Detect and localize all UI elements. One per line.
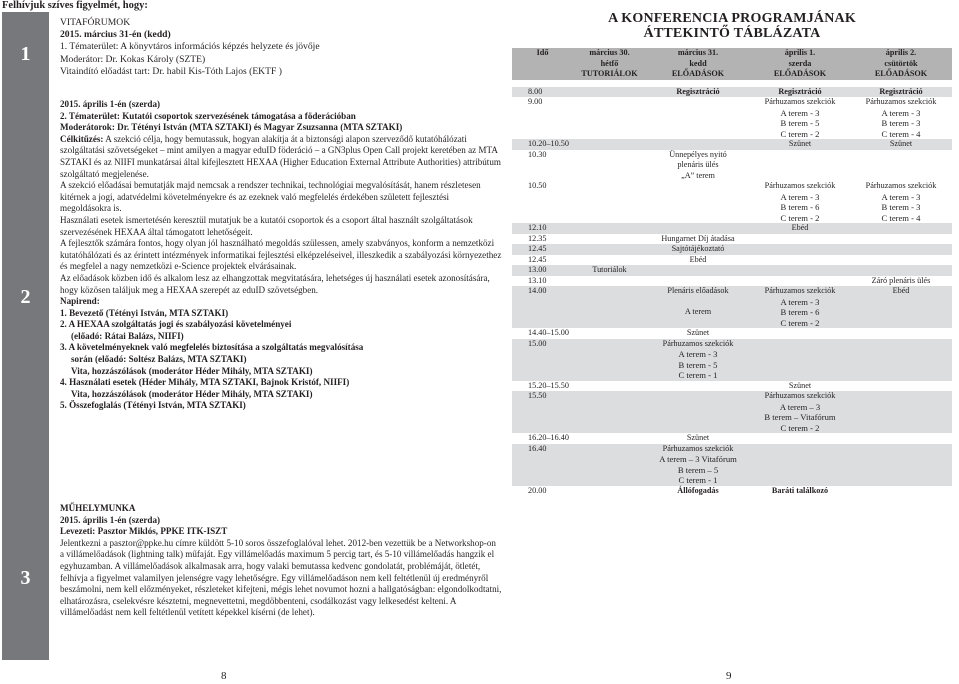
program-cell	[750, 244, 850, 255]
program-cell	[573, 286, 646, 328]
program-cell	[750, 181, 850, 223]
table-row	[512, 97, 952, 139]
program-cell	[750, 234, 850, 245]
program-cell-line: Szünet	[686, 433, 710, 442]
program-cell-line: A terem - 3	[780, 191, 820, 202]
section-2-paragraph: A fejlesztők számára fontos, hogy olyan jól használható megoldás szülessen, amely szabványos, konform a nemzetközi kutatóhálózati és az érintett intézmények informatikai fejlesztési elképzeléseivel, illeszkedik a szabályozási környezethez és megfelel a nagy nemzetközi e-Science projektek elvárásainak.	[60, 238, 502, 272]
program-cell	[750, 486, 850, 497]
agenda-label: Napirend:	[60, 296, 100, 307]
agenda-item: Vita, hozzászólások (moderátor Héder Mihály, MTA SZTAKI)	[71, 388, 313, 399]
program-cell-line: Regisztráció	[879, 86, 923, 96]
program-cell-line: B terem - 5	[678, 359, 718, 370]
program-title-line2: ÁTTEKINTŐ TÁBLÁZATA	[643, 25, 821, 41]
program-cell-line: plenáris ülés	[677, 160, 719, 169]
program-cell	[573, 276, 646, 287]
program-cell-line: A terem - 3	[881, 191, 921, 202]
program-cell	[573, 87, 646, 98]
program-cell	[750, 433, 850, 444]
table-row	[512, 181, 952, 223]
program-cell	[750, 223, 850, 234]
agenda-item: 2. A HEXAA szolgáltatás jogi és szabályozási követelményei	[60, 319, 292, 330]
time-cell: 8.00	[512, 87, 573, 98]
program-cell-line: Ebéd	[791, 223, 809, 232]
table-row	[512, 486, 952, 497]
program-cell-line: A terem – 3	[779, 401, 821, 412]
program-cell-line: C terem - 1	[678, 475, 718, 485]
program-cell-line: B terem - 6	[780, 307, 820, 317]
agenda-item: 4. Használati esetek (Héder Mihály, MTA SZTAKI, Bajnok Kristóf, NIIFI)	[60, 377, 350, 388]
program-cell	[850, 150, 952, 182]
section-number-2: 2	[2, 97, 49, 497]
program-cell	[646, 97, 750, 139]
program-cell	[646, 486, 750, 497]
section-1-line: 2015. március 31-én (kedd)	[60, 29, 171, 41]
program-cell	[850, 244, 952, 255]
program-cell-line: Párhuzamos szekciók	[764, 181, 836, 190]
program-cell	[750, 150, 850, 182]
section-2-date: 2015. április 1-én (szerda)	[60, 99, 161, 109]
spacer	[512, 80, 952, 87]
program-cell	[750, 381, 850, 392]
program-cell	[573, 381, 646, 392]
table-row	[512, 223, 952, 234]
program-cell	[646, 234, 750, 245]
goal-label: Célkitűzés:	[60, 133, 104, 144]
table-header-row	[512, 48, 952, 80]
program-cell	[850, 97, 952, 139]
program-cell	[573, 255, 646, 266]
column-header-line: kedd	[689, 58, 707, 68]
agenda-item: során (előadó: Soltész Balázs, MTA SZTAKI)	[71, 354, 247, 365]
program-cell	[850, 223, 952, 234]
table-row	[512, 328, 952, 339]
program-cell-line: Állófogadás	[677, 485, 719, 495]
program-cell	[646, 181, 750, 223]
program-cell-line: C terem - 2	[780, 317, 820, 328]
section-2	[60, 99, 502, 412]
program-cell	[750, 265, 850, 276]
column-header-line: március 31.	[677, 48, 719, 57]
program-cell	[646, 150, 750, 182]
section-1-line: Vitaindító előadást tart: Dr. habil Kis-Tóth Lajos (EKTF )	[60, 65, 282, 77]
column-header-line: ELŐADÁSOK	[773, 69, 827, 78]
program-cell	[646, 87, 750, 98]
column-header-line: ELŐADÁSOK	[671, 69, 725, 78]
time-cell: 12.45	[512, 244, 573, 255]
program-cell	[573, 223, 646, 234]
time-cell: 16.40	[512, 444, 573, 486]
program-table-wrap	[512, 48, 952, 496]
program-cell	[573, 339, 646, 381]
program-cell-line: „A” terem	[681, 170, 715, 180]
table-row	[512, 150, 952, 182]
program-cell	[646, 328, 750, 339]
time-cell: 14.40–15.00	[512, 328, 573, 339]
table-row	[512, 139, 952, 150]
column-header-line: március 30.	[589, 48, 630, 57]
column-header-line: TUTORIÁLOK	[581, 69, 638, 78]
program-cell-line: Záró plenáris ülés	[871, 275, 931, 285]
table-row	[512, 286, 952, 328]
program-cell-line: Párhuzamos szekciók	[764, 286, 836, 295]
program-cell-line: A terem - 3	[780, 296, 820, 307]
program-cell	[646, 255, 750, 266]
agenda-item: Vita, hozzászólások (moderátor Héder Mihály, MTA SZTAKI)	[71, 365, 313, 376]
program-cell-line	[648, 297, 748, 308]
program-cell	[646, 223, 750, 234]
program-cell	[750, 328, 850, 339]
program-cell-line: B terem - 6	[780, 202, 820, 212]
program-cell	[573, 97, 646, 139]
program-cell	[750, 87, 850, 98]
program-cell-line: C terem - 1	[678, 370, 718, 380]
column-header	[646, 48, 750, 80]
program-cell	[850, 87, 952, 98]
program-cell	[573, 444, 646, 486]
section-1-line: VITAFÓRUMOK	[60, 17, 131, 28]
program-cell-line: C terem - 2	[780, 128, 820, 139]
program-cell	[646, 444, 750, 486]
column-header-line: csütörtök	[884, 58, 918, 68]
program-cell-line: B terem - 5	[780, 118, 820, 128]
program-cell-line: Sajtótájékoztató	[671, 244, 725, 253]
program-cell	[750, 97, 850, 139]
column-header-line: április 2.	[885, 48, 917, 57]
program-cell	[850, 339, 952, 381]
program-cell-line: Ünnepélyes nyitó	[669, 149, 727, 159]
program-cell	[850, 486, 952, 497]
program-cell	[646, 265, 750, 276]
program-cell	[850, 139, 952, 150]
section-number-1: 1	[2, 12, 49, 97]
program-cell-line: Szünet	[788, 380, 812, 390]
section-1	[60, 17, 502, 78]
program-cell-line: C terem - 4	[881, 128, 921, 139]
section-3-leader: Levezeti: Pasztor Miklós, PPKE ITK-ISZT	[60, 526, 228, 537]
program-cell-line: C terem - 2	[780, 212, 820, 223]
program-cell-line: Párhuzamos szekciók	[865, 181, 937, 190]
program-cell	[850, 234, 952, 245]
spacer-row	[512, 80, 952, 87]
program-cell	[646, 391, 750, 433]
program-cell-line: B terem – Vitafórum	[764, 412, 836, 422]
goal-text: A szekció célja, hogy bemutassuk, hogyan alakítja át a biztonsági alapon szerveződő kutatóhálózati szolgáltatási szövetségeket – mint amilyen a magyar eduID föderáció – a GN3plus Open Call projekt keretében az MTA SZTAKI és az NIIFI munkatársai által kifejlesztett HEXAA (Higher Education External Attribute Authorities) attribútum szolgáltató megjelenése.	[60, 133, 501, 179]
time-cell: 16.20–16.40	[512, 433, 573, 444]
program-table	[512, 48, 952, 496]
table-row	[512, 381, 952, 392]
program-cell-line: Szünet	[686, 328, 710, 337]
time-cell: 15.20–15.50	[512, 381, 573, 392]
program-cell-line: A terem	[684, 307, 712, 316]
program-cell-line: Párhuzamos szekciók	[662, 338, 734, 348]
column-header-line: április 1.	[784, 48, 816, 57]
program-cell	[850, 381, 952, 392]
section-2-moderators: Moderátorok: Dr. Tétényi István (MTA SZTAKI) és Magyar Zsuzsanna (MTA SZTAKI)	[60, 122, 403, 133]
program-cell	[646, 286, 750, 328]
program-cell-line: Tutoriálok	[592, 265, 627, 274]
program-cell	[573, 391, 646, 433]
agenda-item: (előadó: Rátai Balázs, NIIFI)	[71, 330, 184, 341]
time-cell: 12.35	[512, 234, 573, 245]
program-cell	[573, 181, 646, 223]
program-cell-line: A terem - 3	[881, 107, 921, 118]
program-cell	[850, 181, 952, 223]
section-2-paragraph: Használati esetek ismertetésén keresztül mutatjuk be a kutatói csoportok és a csoport által használt szolgáltatások szervezésének HEXAA által támogatott lehetőségeit.	[60, 214, 473, 237]
program-cell-line: Szünet	[788, 139, 812, 148]
program-cell-line: Regisztráció	[676, 86, 720, 96]
program-cell	[573, 265, 646, 276]
program-cell	[850, 328, 952, 339]
program-cell	[573, 433, 646, 444]
agenda-item: 3. A követelményeknek való megfelelés biztosítása a szolgáltatás megvalósítása	[60, 342, 364, 353]
table-row	[512, 276, 952, 287]
program-cell-line: B terem – 5	[677, 464, 719, 475]
column-header-line: szerda	[788, 58, 812, 68]
program-cell	[750, 276, 850, 287]
column-header-line: hétfő	[600, 58, 619, 68]
program-cell	[750, 286, 850, 328]
section-2-paragraph: Az előadások közben idő és alkalom lesz az elhangzottak megvitatására, lehetséges új használati esetek azonosítására, hogy közösen találjuk meg a HEXAA szerepét az eduID szövetségben.	[60, 272, 490, 295]
time-cell: 10.30	[512, 150, 573, 182]
time-cell: 9.00	[512, 97, 573, 139]
time-cell: 12.45	[512, 255, 573, 266]
table-row	[512, 255, 952, 266]
program-cell	[646, 244, 750, 255]
program-title-line1: A KONFERENCIA PROGRAMJÁNAK	[608, 11, 856, 26]
table-row	[512, 444, 952, 486]
program-cell	[646, 381, 750, 392]
program-cell-line: Párhuzamos szekciók	[764, 97, 836, 106]
program-cell-line: Regisztráció	[778, 86, 822, 96]
program-cell	[750, 139, 850, 150]
table-row	[512, 339, 952, 381]
program-cell	[850, 286, 952, 328]
time-cell: 15.50	[512, 391, 573, 433]
program-cell	[573, 150, 646, 182]
program-cell	[850, 276, 952, 287]
program-cell	[646, 139, 750, 150]
section-3	[60, 503, 502, 619]
section-3-title: MŰHELYMUNKA	[60, 503, 136, 513]
program-cell	[750, 339, 850, 381]
program-cell-line: Párhuzamos szekciók	[865, 97, 937, 106]
table-row	[512, 87, 952, 98]
program-cell-line: Párhuzamos szekciók	[764, 391, 836, 400]
time-cell: 14.00	[512, 286, 573, 328]
agenda-item: 5. Összefoglalás (Tétényi István, MTA SZTAKI)	[60, 400, 246, 411]
time-cell: 15.00	[512, 339, 573, 381]
program-cell-line: C terem - 2	[780, 422, 820, 433]
program-cell	[850, 391, 952, 433]
program-cell	[850, 265, 952, 276]
time-cell: 13.00	[512, 265, 573, 276]
time-cell: 12.10	[512, 223, 573, 234]
program-cell	[646, 433, 750, 444]
program-cell-line: Ebéd	[689, 254, 707, 264]
agenda-item: 1. Bevezető (Tétényi István, MTA SZTAKI)	[60, 307, 229, 318]
time-cell: 10.50	[512, 181, 573, 223]
page-number-right: 9	[726, 670, 732, 682]
program-cell	[850, 255, 952, 266]
section-1-line: 1. Tématerület: A könyvtáros információs képzés helyzete és jövője	[60, 41, 320, 53]
program-cell	[573, 139, 646, 150]
program-cell	[750, 255, 850, 266]
column-header	[573, 48, 646, 80]
program-cell-line: B terem - 3	[881, 118, 921, 128]
table-row	[512, 234, 952, 245]
program-cell-line: Ebéd	[892, 286, 910, 295]
program-cell-line: C terem - 4	[881, 212, 921, 223]
program-cell	[573, 486, 646, 497]
table-row	[512, 391, 952, 433]
table-row	[512, 265, 952, 276]
program-cell	[646, 276, 750, 287]
section-2-goal	[60, 134, 502, 180]
program-cell-line: Szünet	[889, 139, 913, 148]
program-cell	[573, 328, 646, 339]
time-cell: 10.20–10.50	[512, 139, 573, 150]
program-cell-line: Baráti találkozó	[771, 485, 829, 495]
program-cell-line: A terem - 3	[678, 349, 718, 359]
column-header-line: ELŐADÁSOK	[874, 69, 928, 78]
program-cell	[850, 433, 952, 444]
program-title	[512, 12, 952, 41]
column-header-line: Idő	[536, 48, 549, 57]
program-cell-line: Hungarnet Díj átadása	[661, 233, 735, 243]
section-3-text: Jelentkezni a pasztor@ppke.hu címre küldött 5-10 soros összefoglalóval lehet. 2012-ben vezettük be a Networkshop-on a villámelőadások (lightning talk) műfaját. Egy villámelőadás maximum 5 percig tart, és 5-10 villámelőadás hangzik el egyhuzamban. A villámelőadások alkalmasak arra, hogy valaki bemutassa kedvenc gondolatát, problémáját, ötletét, felhívja a figyelmet valamilyen jelenségre vagy lehetőségre. Egy villámelőadáson nem kell feltétlenül új eredményről beszámolni, nem kell előzményeket, részleteket kifejteni, mégis lehet novumot hozni a hallgatóságban: elgondolkodtatni, elhatározásra, cselekvésre késztetni, megnevettetni, megdöbbenteni, csodálkozást vagy lelkesedést kelteni. A villámelőadást nem kell feltétlenül vetített képekkel kísérni (de lehet).	[60, 537, 502, 618]
time-cell: 20.00	[512, 486, 573, 497]
time-cell: 13.10	[512, 276, 573, 287]
section-2-paragraph: A szekció előadásai bemutatják majd nemcsak a rendszer technikai, technológiai megvalósítását, hanem részletesen kitérnek a jogi, adatvédelmi követelményekre és az ezeknek való megfelelés érdekében született fejlesztési megoldásokra is.	[60, 180, 481, 214]
column-header	[850, 48, 952, 80]
table-row	[512, 433, 952, 444]
section-1-line: Moderátor: Dr. Kokas Károly (SZTE)	[60, 53, 206, 65]
program-cell	[850, 444, 952, 486]
program-cell-line: A terem - 3	[780, 107, 820, 118]
program-cell-line: Párhuzamos szekciók	[662, 443, 734, 453]
program-cell	[646, 339, 750, 381]
program-cell-line: B terem - 3	[881, 202, 921, 212]
table-row	[512, 244, 952, 255]
section-number-3: 3	[2, 497, 49, 660]
program-cell	[573, 234, 646, 245]
program-cell	[750, 444, 850, 486]
program-cell-line: A terem – 3 Vitafórum	[659, 454, 737, 464]
section-3-date: 2015. április 1-én (szerda)	[60, 514, 161, 525]
page-number-left: 8	[221, 670, 227, 682]
section-2-topic: 2. Tématerület: Kutatói csoportok szervezésének támogatása a föderációban	[60, 110, 356, 121]
column-header	[512, 48, 573, 80]
program-cell	[573, 244, 646, 255]
program-cell	[750, 391, 850, 433]
top-note: Felhívjuk szíves figyelmét, hogy:	[2, 0, 148, 11]
column-header	[750, 48, 850, 80]
program-cell-line: Plenáris előadások	[667, 286, 729, 295]
